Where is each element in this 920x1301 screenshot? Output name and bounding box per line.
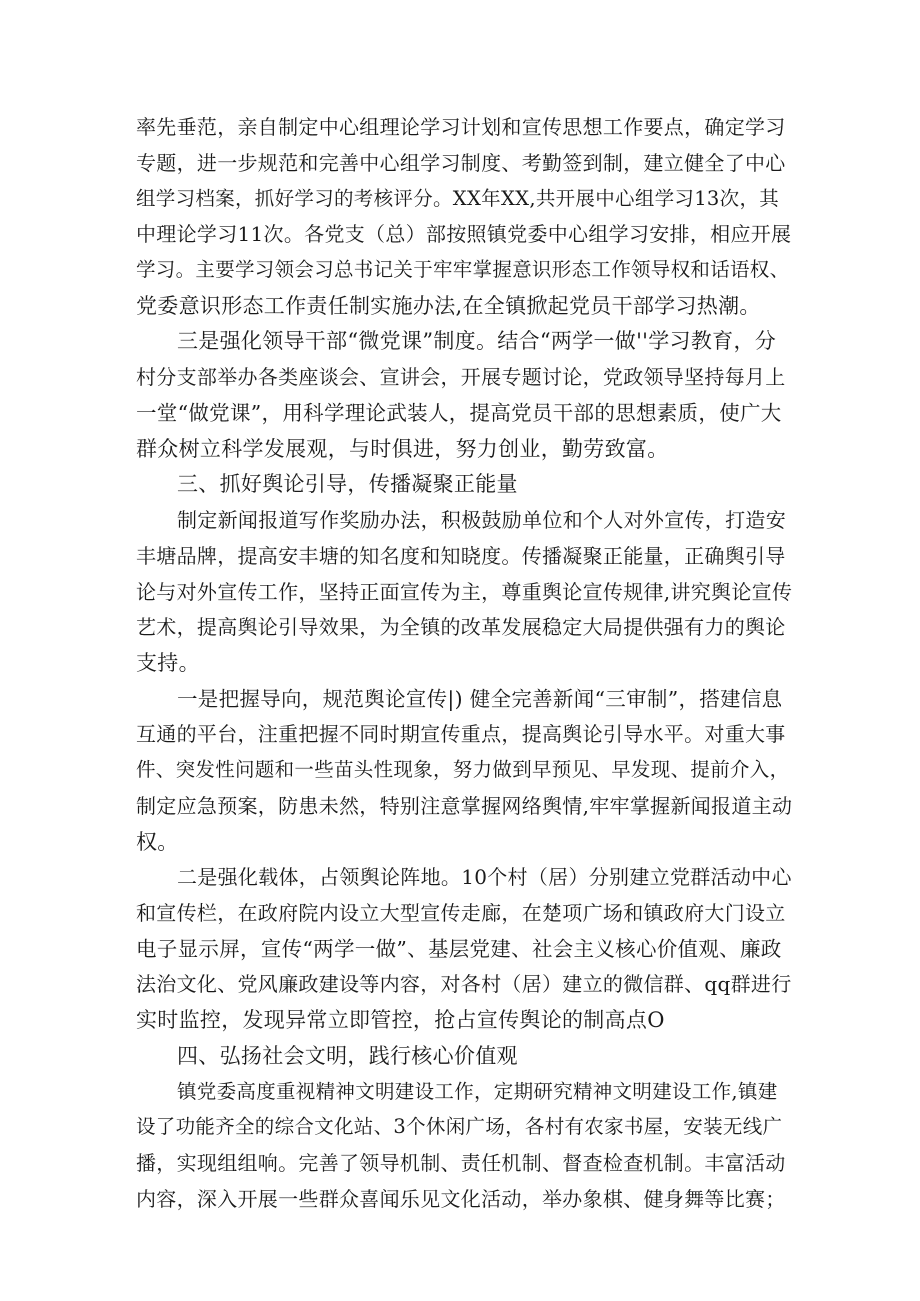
text-line: 互通的平台，注重把握不同时期宣传重点，提高舆论引导水平。对重大事	[136, 722, 786, 746]
text-line: 党委意识形态工作责任制实施办法,在全镇掀起党员干部学习热潮。	[136, 294, 761, 318]
text-line: 电子显示屏，宣传“两学一做”、基层党建、社会主义核心价值观、廉政	[136, 937, 782, 961]
text-line: 丰塘品牌，提高安丰塘的知名度和知晓度。传播凝聚正能量，正确舆引导	[136, 544, 786, 568]
text-line: 制定新闻报道写作奖励办法，积极鼓励单位和个人对外宣传，打造安	[177, 508, 786, 532]
text-line: 一是把握导向，规范舆论宣传|) 健全完善新闻“三审制”，搭建信息	[177, 687, 783, 711]
text-line: 三是强化领导干部“微党课”制度。结合“两学一做''学习教育，分	[177, 329, 777, 353]
text-line: 制定应急预案，防患未然，特别注意掌握网络舆情,牢牢掌握新闻报道主动	[136, 794, 793, 818]
text-line: 一堂“做党课”，用科学理论武装人，提高党员干部的思想素质，使广大	[136, 401, 782, 425]
text-line: 镇党委高度重视精神文明建设工作，定期研究精神文明建设工作,镇建	[177, 1080, 778, 1103]
text-line: 专题，进一步规范和完善中心组学习制度、考勤签到制，建立健全了中心	[136, 151, 786, 175]
section-heading: 四、弘扬社会文明，践行核心价值观	[177, 1044, 518, 1068]
text-line: 论与对外宣传工作，坚持正面宣传为主，尊重舆论宣传规律,讲究舆论宣传	[136, 580, 793, 604]
text-line: 实时监控，发现异常立即管控，抢占宣传舆论的制高点O	[136, 1008, 665, 1032]
text-line: 组学习档案，抓好学习的考核评分。XX年XX,共开展中心组学习13次，其	[136, 187, 780, 210]
text-line: 学习。主要学习领会习总书记关于牢牢掌握意识形态工作领导权和话语权、	[136, 258, 790, 281]
section-heading: 三、抓好舆论引导，传播凝聚正能量	[177, 472, 518, 496]
text-line: 支持。	[136, 651, 200, 675]
text-line: 件、突发性问题和一些苗头性现象，努力做到早预见、早发现、提前介入，	[136, 758, 790, 781]
text-line: 内容，深入开展一些群众喜闻乐见文化活动，举办象棋、健身舞等比赛；	[136, 1187, 786, 1211]
text-line: 二是强化载体，占领舆论阵地。10个村（居）分别建立党群活动中心	[177, 865, 792, 889]
text-line: 村分支部举办各类座谈会、宣讲会，开展专题讨论，党政领导坚持每月上	[136, 365, 786, 389]
text-line: 播，实现组组响。完善了领导机制、责任机制、督查检查机制。丰富活动	[136, 1151, 786, 1175]
text-line: 权。	[136, 830, 179, 854]
text-line: 率先垂范，亲自制定中心组理论学习计划和宣传思想工作要点，确定学习	[136, 115, 786, 139]
text-line: 中理论学习11次。各党支（总）部按照镇党委中心组学习安排，相应开展	[136, 222, 792, 246]
text-line: 法治文化、党风廉政建设等内容，对各村（居）建立的微信群、qq群进行	[136, 972, 792, 996]
text-line: 和宣传栏，在政府院内设立大型宣传走廊，在楚项广场和镇政府大门设立	[136, 901, 786, 925]
text-line: 设了功能齐全的综合文化站、3个休闲广场，各村有农家书屋，安装无线广	[136, 1115, 783, 1138]
text-line: 艺术，提高舆论引导效果，为全镇的改革发展稳定大局提供强有力的舆论	[136, 615, 786, 639]
text-line: 群众树立科学发展观，与时俱进，努力创业，勤劳致富。	[136, 437, 669, 461]
